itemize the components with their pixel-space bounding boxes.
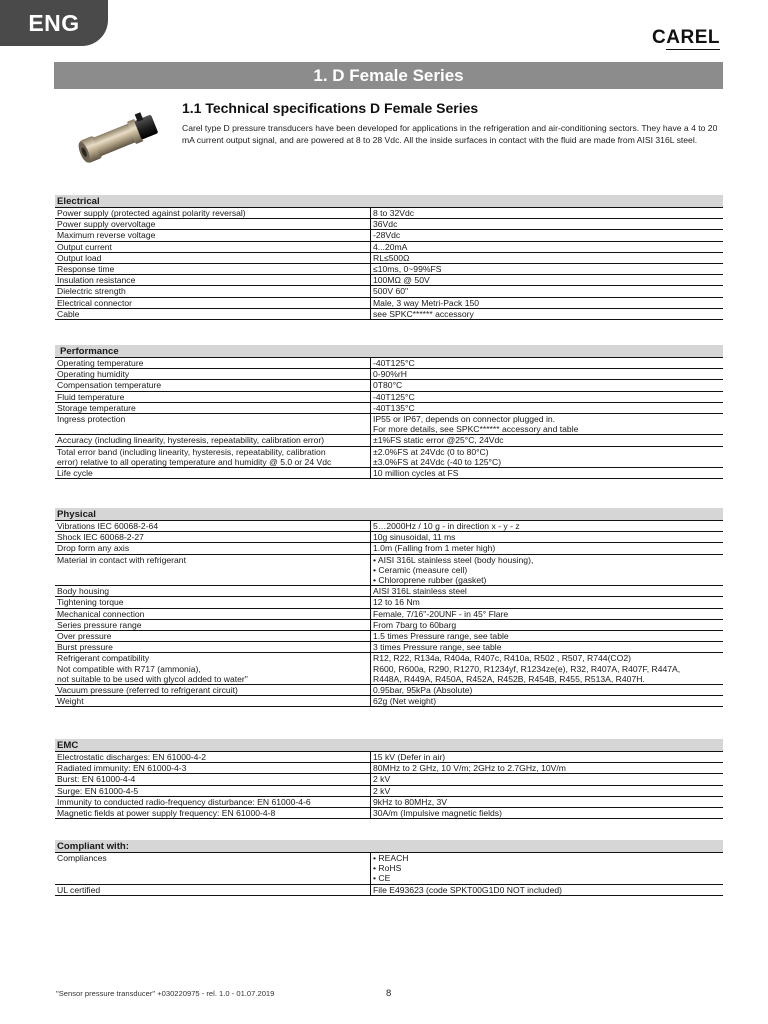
table-row	[55, 597, 723, 608]
compliance-table	[55, 840, 723, 896]
table-row	[55, 808, 723, 819]
spec-label: Operating temperature	[57, 358, 144, 368]
spec-label: Fluid temperature	[57, 391, 125, 402]
spec-value: 9kHz to 80MHz, 3V	[370, 797, 723, 807]
spec-value: RL≤500Ω	[370, 253, 723, 263]
spec-label: Insulation resistance	[57, 275, 136, 286]
table-row	[55, 264, 723, 275]
chapter-title: 1. D Female Series	[54, 62, 723, 89]
spec-value: R12, R22, R134a, R404a, R407c, R410a, R502 , R507, R744(CO2) R600, R600a, R290, R1270, R1234yf, R1234ze(e), R32, R407A, R407F, R447A, R448A, R449A, R450A, R452A, R452B, R454B, R455, R513A, R407H.	[370, 653, 723, 684]
electrical-table	[55, 195, 723, 320]
spec-value: 5…2000Hz / 10 g - in direction x - y - z	[370, 521, 723, 531]
table-row	[55, 763, 723, 774]
table-row	[55, 208, 723, 219]
spec-label: Body housing	[57, 586, 110, 597]
table-row	[55, 253, 723, 264]
spec-value: 2 kV	[370, 786, 723, 796]
spec-value: 100MΩ @ 50V	[370, 275, 723, 285]
spec-value: -28Vdc	[370, 230, 723, 240]
table-row	[55, 786, 723, 797]
spec-value: 36Vdc	[370, 219, 723, 229]
table-row	[55, 532, 723, 543]
spec-value: 0.95bar, 95kPa (Absolute)	[370, 685, 723, 695]
spec-value: File E493623 (code SPKT00G1D0 NOT included)	[370, 885, 723, 895]
table-row	[55, 696, 723, 707]
spec-label: Storage temperature	[57, 402, 136, 413]
spec-label: Life cycle	[57, 468, 93, 479]
spec-label: Tightening torque	[57, 597, 124, 608]
table-row	[55, 369, 723, 380]
spec-label: Magnetic fields at power supply frequency: EN 61000-4-8	[57, 808, 276, 819]
spec-value: 15 kV (Defer in air)	[370, 752, 723, 762]
table-row	[55, 642, 723, 653]
spec-value: -40T125°C	[370, 392, 723, 402]
table-row	[55, 358, 723, 369]
logo-underline	[666, 49, 720, 50]
spec-value: -40T125°C	[370, 358, 723, 368]
spec-value: -40T135°C	[370, 403, 723, 413]
section-heading: 1.1 Technical specifications D Female Series	[182, 100, 479, 116]
spec-label: Compliances	[57, 853, 107, 863]
emc-table	[55, 739, 723, 819]
table-row	[55, 853, 723, 885]
spec-value: 1.5 times Pressure range, see table	[370, 631, 723, 641]
spec-value: 0-90%rH	[370, 369, 723, 379]
spec-label: Shock IEC 60068-2-27	[57, 532, 144, 543]
spec-value: Female, 7/16''-20UNF - in 45° Flare	[370, 609, 723, 619]
table-row	[55, 653, 723, 685]
table-row	[55, 555, 723, 587]
spec-value: 500V 60"	[370, 286, 723, 296]
spec-label: Electrostatic discharges: EN 61000-4-2	[57, 752, 207, 762]
spec-value: From 7barg to 60barg	[370, 620, 723, 630]
spec-value: • REACH • RoHS • CE	[370, 853, 723, 884]
spec-label: Burst pressure	[57, 642, 113, 653]
spec-value: • AISI 316L stainless steel (body housing), • Ceramic (measure cell) • Chloroprene rubber (gasket)	[370, 555, 723, 586]
spec-label: Over pressure	[57, 631, 112, 642]
spec-label: Total error band (including linearity, hysteresis, repeatability, calibration error) relative to all operating temperature and humidity @ 5.0 or 24 Vdc	[57, 446, 332, 467]
table-row	[55, 631, 723, 642]
table-row	[55, 521, 723, 532]
spec-value: 1.0m (Falling from 1 meter high)	[370, 543, 723, 553]
spec-label: Drop form any axis	[57, 543, 130, 554]
table-row	[55, 242, 723, 253]
spec-value: 30A/m (Impulsive magnetic fields)	[370, 808, 723, 818]
table-row	[55, 752, 723, 763]
spec-label: Compensation temperature	[57, 380, 162, 391]
spec-label: Ingress protection	[57, 414, 126, 425]
spec-value: 12 to 16 Nm	[370, 597, 723, 607]
table-row	[55, 447, 723, 468]
table-row	[55, 219, 723, 230]
document-reference: "Sensor pressure transducer" +030220975 - rel. 1.0 - 01.07.2019	[56, 989, 275, 998]
spec-value: 3 times Pressure range, see table	[370, 642, 723, 652]
spec-label: Power supply overvoltage	[57, 219, 156, 230]
table-row	[55, 774, 723, 785]
spec-label: Output current	[57, 241, 112, 252]
spec-label: UL certified	[57, 884, 101, 895]
spec-label: Weight	[57, 696, 84, 707]
spec-value: IP55 or IP67, depends on connector plugged in. For more details, see SPKC****** accessory and table	[370, 414, 723, 434]
table-row	[55, 685, 723, 696]
table-row	[55, 609, 723, 620]
spec-label: Response time	[57, 264, 115, 275]
spec-label: Accuracy (including linearity, hysteresis, repeatability, calibration error)	[57, 435, 325, 446]
spec-value: 4...20mA	[370, 242, 723, 252]
table-heading: Physical	[55, 508, 723, 521]
performance-table	[55, 345, 723, 479]
table-row	[55, 543, 723, 554]
table-row	[55, 286, 723, 297]
table-heading: Compliant with:	[55, 840, 723, 853]
spec-value: 8 to 32Vdc	[370, 208, 723, 218]
table-row	[55, 435, 723, 446]
spec-label: Cable	[57, 308, 80, 319]
table-row	[55, 309, 723, 320]
table-row	[55, 298, 723, 309]
spec-label: Maximum reverse voltage	[57, 230, 156, 241]
spec-value: see SPKC****** accessory	[370, 309, 723, 319]
spec-label: Series pressure range	[57, 619, 142, 630]
spec-value: 10g sinusoidal, 11 ms	[370, 532, 723, 542]
table-row	[55, 468, 723, 479]
spec-label: Power supply (protected against polarity reversal)	[57, 208, 246, 218]
spec-label: Surge: EN 61000-4-5	[57, 785, 139, 796]
spec-label: Material in contact with refrigerant	[57, 554, 186, 565]
spec-value: 10 million cycles at FS	[370, 468, 723, 478]
table-row	[55, 230, 723, 241]
table-row	[55, 885, 723, 896]
pressure-transducer-image	[74, 104, 164, 170]
spec-label: Radiated immunity: EN 61000-4-3	[57, 763, 187, 774]
table-heading: EMC	[55, 739, 723, 752]
spec-value: AISI 316L stainless steel	[370, 586, 723, 596]
spec-label: Operating humidity	[57, 369, 130, 380]
page-number: 8	[386, 988, 392, 999]
spec-label: Vacuum pressure (referred to refrigerant circuit)	[57, 685, 238, 696]
table-row	[55, 403, 723, 414]
spec-label: Vibrations IEC 60068-2-64	[57, 521, 159, 531]
table-row	[55, 380, 723, 391]
spec-value: ±1%FS static error @25°C, 24Vdc	[370, 435, 723, 445]
spec-label: Immunity to conducted radio-frequency disturbance: EN 61000-4-6	[57, 796, 311, 807]
spec-value: 0T80°C	[370, 380, 723, 390]
spec-value: Male, 3 way Metri-Pack 150	[370, 298, 723, 308]
table-row	[55, 414, 723, 435]
table-row	[55, 392, 723, 403]
table-row	[55, 797, 723, 808]
table-row	[55, 586, 723, 597]
spec-label: Output load	[57, 252, 102, 263]
spec-value: 2 kV	[370, 774, 723, 784]
physical-table	[55, 508, 723, 707]
spec-value: ±2.0%FS at 24Vdc (0 to 80°C) ±3.0%FS at 24Vdc (-40 to 125°C)	[370, 447, 723, 467]
spec-value: 80MHz to 2 GHz, 10 V/m; 2GHz to 2.7GHz, 10V/m	[370, 763, 723, 773]
table-row	[55, 275, 723, 286]
spec-label: Burst: EN 61000-4-4	[57, 774, 136, 785]
spec-label: Electrical connector	[57, 297, 132, 308]
spec-value: ≤10ms, 0~99%FS	[370, 264, 723, 274]
spec-value: 62g (Net weight)	[370, 696, 723, 706]
table-heading: Performance	[55, 345, 723, 358]
intro-paragraph: Carel type D pressure transducers have been developed for applications in the refrigeration and air-conditioning sectors. They have a 4 to 20 mA current output signal, and are powered at 8 to 28 Vdc. All the inside surfaces in contact with the fluid are made from AISI 316L steel.	[182, 123, 718, 145]
table-row	[55, 620, 723, 631]
language-tab: ENG	[0, 0, 108, 46]
carel-logo: CAREL	[652, 27, 720, 48]
table-heading: Electrical	[55, 195, 723, 208]
spec-label: Mechanical connection	[57, 608, 145, 619]
spec-label: Refrigerant compatibility Not compatible with R717 (ammonia), not suitable to be used with glycol added to water"	[57, 653, 248, 684]
spec-label: Dielectric strength	[57, 286, 126, 297]
